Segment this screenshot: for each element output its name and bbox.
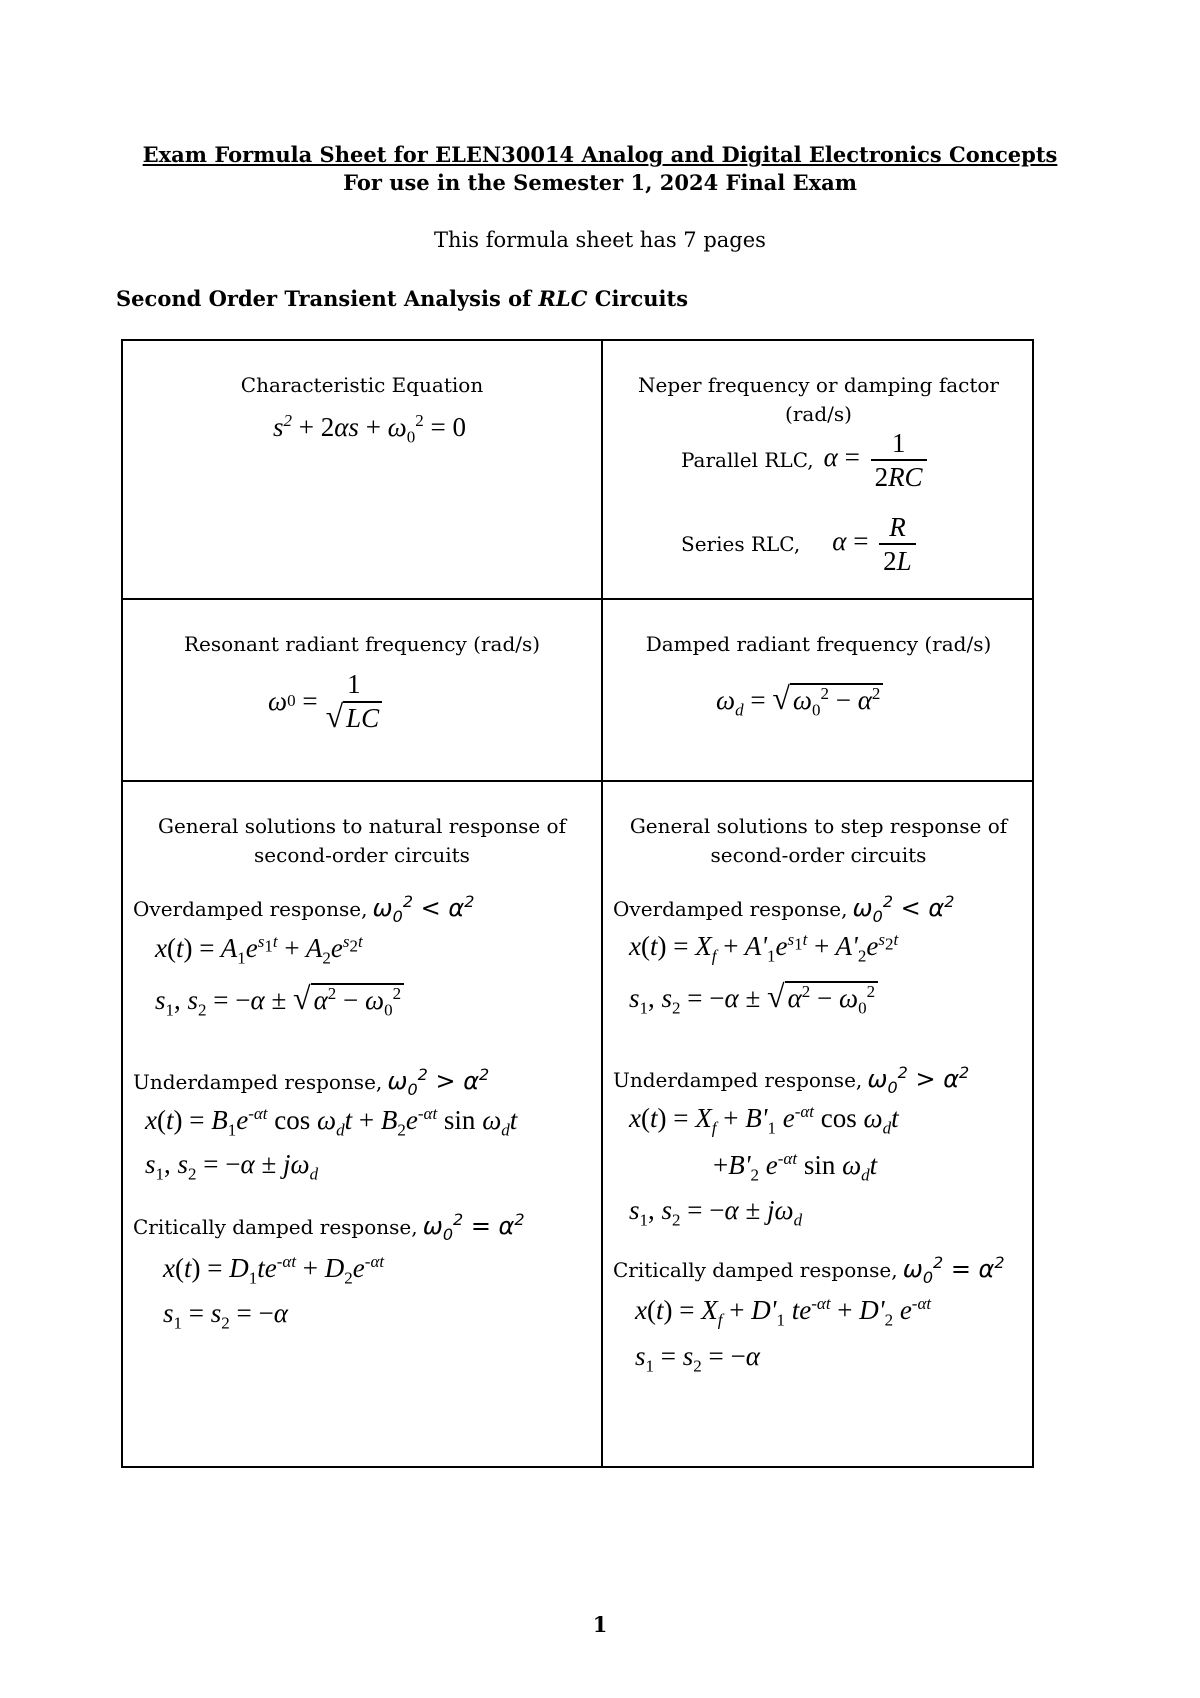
natural-overdamped-solution: $x(t) = A_1e^{s_1t} + A_2e^{s_2t}$ bbox=[155, 931, 363, 968]
step-critical-solution: $x(t) = X_f + D'_1$ $te^{-\alpha t} + D'_2$ $e^{-\alpha t}$ bbox=[635, 1294, 932, 1330]
step-response-cell bbox=[603, 782, 1034, 1468]
step-underdamped-solution: $x(t) = X_f + B'_1$ $e^{-\alpha t}$ $\cos \omega_dt$ bbox=[629, 1102, 899, 1138]
step-underdamped-solution-cont: $+B'_2$ $e^{-\alpha t}$ $\sin \omega_dt$ bbox=[713, 1148, 878, 1185]
natural-critical-condition: Critically damped response, $\omega_0^2 = \alpha^2$ bbox=[133, 1210, 525, 1244]
resonant-frequency-formula: ω 0 = 1 √ LC bbox=[268, 668, 390, 734]
characteristic-equation: $s^2 + 2\alpha s + \omega_0^2 = 0$ bbox=[273, 411, 466, 447]
damped-frequency-cell bbox=[603, 600, 1034, 780]
step-underdamped-condition: Underdamped response, $\omega_0^2 > \alpha^2$ bbox=[613, 1062, 970, 1097]
resonant-frequency-cell bbox=[123, 600, 601, 780]
formula-table bbox=[121, 339, 1034, 1468]
natural-response-cell bbox=[123, 782, 601, 1468]
step-overdamped-solution: $x(t) = X_f + A'_1e^{s_1t} + A'_2e^{s_2t}$ bbox=[629, 929, 899, 966]
step-critical-condition: Critically damped response, $\omega_0^2 = \alpha^2$ bbox=[613, 1252, 1005, 1287]
step-critical-roots: $s_1 = s_2 = -\alpha$ bbox=[635, 1340, 760, 1376]
neper-frequency-title: Neper frequency or damping factor (rad/s) bbox=[637, 373, 999, 426]
step-response-title: General solutions to step response of second-order circuits bbox=[629, 814, 1008, 867]
damped-frequency-formula: $\omega_d$ = √ $\omega_0^2 - \alpha^2$ bbox=[716, 680, 883, 720]
natural-underdamped-solution: $x(t) = B_1e^{-\alpha t}$ $\cos \omega_dt + B_2e^{-\alpha t}$ $\sin \omega_dt$ bbox=[145, 1104, 518, 1140]
neper-frequency-cell bbox=[603, 341, 1034, 598]
natural-underdamped-roots: $s_1$, $s_2 = -\alpha \pm j\omega_d$ bbox=[145, 1148, 319, 1184]
parallel-rlc-formula: Parallel RLC, α = $\frac{1}{2RC}$ bbox=[681, 427, 931, 493]
characteristic-equation-cell bbox=[123, 341, 601, 598]
damped-frequency-title: Damped radiant frequency (rad/s) bbox=[645, 632, 992, 656]
natural-response-title: General solutions to natural response of second-order circuits bbox=[157, 814, 566, 867]
natural-overdamped-roots: $s_1$, $s_2 = -\alpha$ ± √ $\alpha^2 - \omega_0^2$ bbox=[155, 980, 601, 1020]
step-overdamped-condition: Overdamped response, $\omega_0^2 < \alpha^2$ bbox=[613, 892, 955, 926]
natural-overdamped-condition: Overdamped response, $\omega_0^2 < \alpha^2$ bbox=[133, 892, 475, 926]
characteristic-equation-title: Characteristic Equation bbox=[240, 373, 484, 397]
natural-underdamped-condition: Underdamped response, $\omega_0^2 > \alpha^2$ bbox=[133, 1064, 490, 1099]
natural-critical-solution: $x(t) = D_1te^{-\alpha t} + D_2e^{-\alpha t}$ bbox=[163, 1251, 385, 1288]
page-number: 1 bbox=[592, 1612, 608, 1637]
pages-note: This formula sheet has 7 pages bbox=[434, 228, 766, 252]
resonant-frequency-title: Resonant radiant frequency (rad/s) bbox=[183, 632, 541, 656]
section-heading: Second Order Transient Analysis of RLC Circuits bbox=[116, 286, 689, 311]
document-title: Exam Formula Sheet for ELEN30014 Analog and Digital Electronics Concepts bbox=[142, 142, 1058, 167]
series-rlc-formula: Series RLC, α = $\frac{R}{2L}$ bbox=[681, 511, 920, 577]
natural-critical-roots: $s_1 = s_2 = -\alpha$ bbox=[163, 1298, 288, 1333]
document-subtitle: For use in the Semester 1, 2024 Final Exam bbox=[343, 170, 857, 195]
step-underdamped-roots: $s_1$, $s_2 = -\alpha \pm j\omega_d$ bbox=[629, 1195, 803, 1230]
step-overdamped-roots: $s_1$, $s_2 = -\alpha$ ± √ $\alpha^2 - \omega_0^2$ bbox=[629, 978, 1034, 1018]
